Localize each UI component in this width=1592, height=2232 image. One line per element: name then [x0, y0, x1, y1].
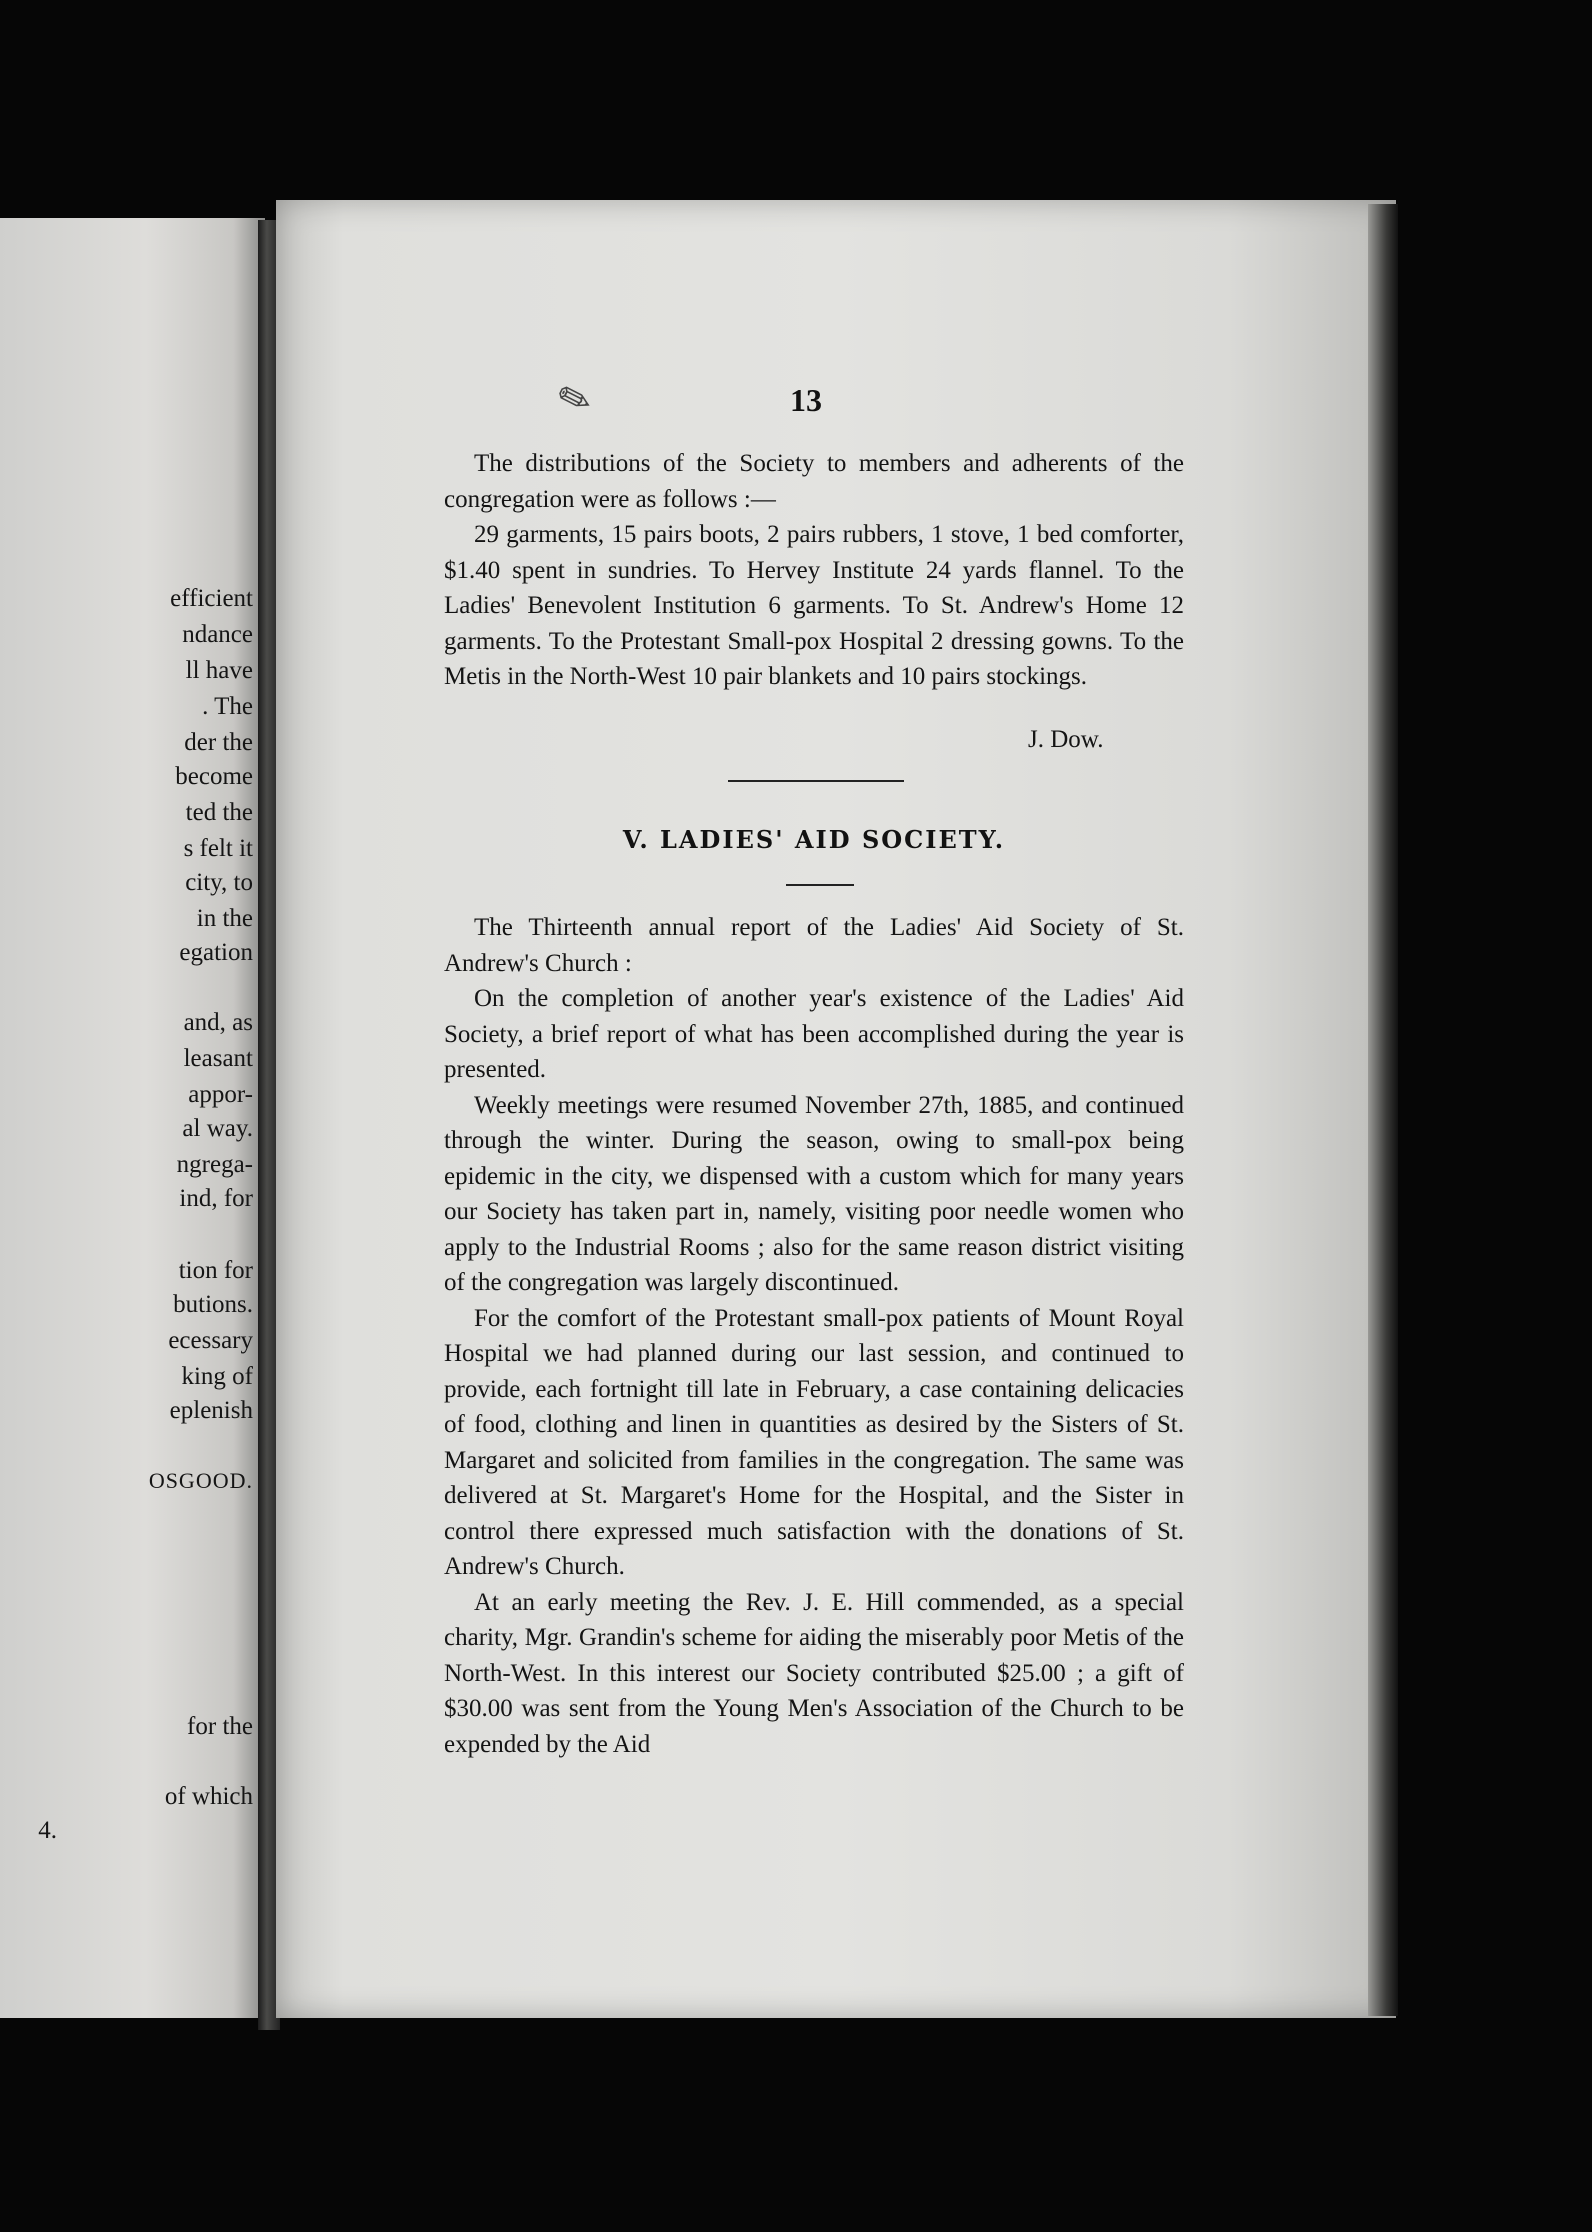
- left-page-line: ll have: [185, 657, 253, 684]
- left-page-line: city, to: [185, 869, 253, 896]
- section-divider: [728, 780, 904, 782]
- section-heading: V. LADIES' AID SOCIETY.: [622, 825, 1006, 854]
- page-number: 13: [790, 382, 822, 418]
- left-page-line: become: [175, 763, 253, 790]
- left-page-line: ind, for: [179, 1185, 253, 1212]
- distributions-list: 29 garments, 15 pairs boots, 2 pairs rubbers, 1 stove, 1 bed comforter, $1.40 spent in sundries. To Hervey Institute 24 yards flannel. To the Ladies' Benevolent Institution 6 garments. To St. Andrew's Home 12 garments. To the Protestant Small-pox Hospital 2 dressing gowns. To the Metis in the North-West 10 pair blankets and 10 pairs stockings.: [444, 521, 1184, 690]
- left-page-line: for the: [187, 1713, 253, 1740]
- pencil-mark-icon: ✎: [551, 372, 598, 427]
- left-page-line: ecessary: [168, 1327, 253, 1354]
- left-page-line: s felt it: [183, 835, 253, 862]
- left-page-line: king of: [181, 1363, 253, 1390]
- left-page-line: in the: [196, 905, 253, 932]
- ladies-aid-report: [444, 910, 1184, 1762]
- left-page-line: OSGOOD.: [148, 1468, 253, 1493]
- signature: J. Dow.: [1028, 726, 1104, 753]
- report-paragraph: The Thirteenth annual report of the Ladies' Aid Society of St. Andrew's Church :: [444, 914, 1184, 977]
- left-page-line: ted the: [185, 799, 253, 826]
- left-page-line: ndance: [182, 621, 253, 648]
- distributions-intro: The distributions of the Society to members and adherents of the congregation were as follows :—: [444, 450, 1184, 513]
- left-page-line: 4.: [38, 1817, 57, 1844]
- left-page-line: tion for: [178, 1257, 253, 1284]
- heading-underline: [786, 884, 854, 886]
- left-page-line: butions.: [173, 1291, 253, 1318]
- left-page-line: leasant: [183, 1045, 253, 1072]
- left-page-line: . The: [202, 693, 253, 720]
- left-page-line: efficient: [170, 585, 253, 612]
- report-paragraph: For the comfort of the Protestant small-pox patients of Mount Royal Hospital we had planned during our last session, and continued to provide, each fortnight till late in February, a case containing delicacies of food, clothing and linen in quantities as desired by the Sisters of St. Margaret and solicited from families in the congregation. The same was delivered at St. Margaret's Home for the Hospital, and the Sister in control there expressed much satisfaction with the donations of St. Andrew's Church.: [444, 1304, 1184, 1580]
- distributions-section: [444, 446, 1184, 695]
- left-page-line: al way.: [182, 1115, 253, 1142]
- left-page-line: and, as: [183, 1009, 253, 1036]
- report-paragraph: At an early meeting the Rev. J. E. Hill commended, as a special charity, Mgr. Grandin's scheme for aiding the miserably poor Metis of the North-West. In this interest our Society contributed $25.00 ; a gift of $30.00 was sent from the Young Men's Association of the Church to be expended by the Aid: [444, 1588, 1184, 1758]
- report-paragraph: On the completion of another year's existence of the Ladies' Aid Society, a brief report of what has been accomplished during the year is presented.: [444, 985, 1184, 1083]
- left-page-line: egation: [179, 939, 253, 966]
- page-edge: [1368, 204, 1398, 2016]
- left-page-line: eplenish: [169, 1397, 253, 1424]
- report-paragraph: Weekly meetings were resumed November 27th, 1885, and continued through the winter. During the season, owing to small-pox being epidemic in the city, we dispensed with a custom which for many years our Society has taken part in, namely, visiting poor needle women who apply to the Industrial Rooms ; also for the same reason district visiting of the congregation was largely discontinued.: [444, 1091, 1184, 1296]
- left-page-line: appor-: [188, 1081, 253, 1108]
- left-page-line: der the: [184, 729, 253, 756]
- left-page: [0, 218, 265, 2018]
- left-page-line: ngrega-: [176, 1151, 253, 1178]
- left-page-line: of which: [164, 1783, 253, 1810]
